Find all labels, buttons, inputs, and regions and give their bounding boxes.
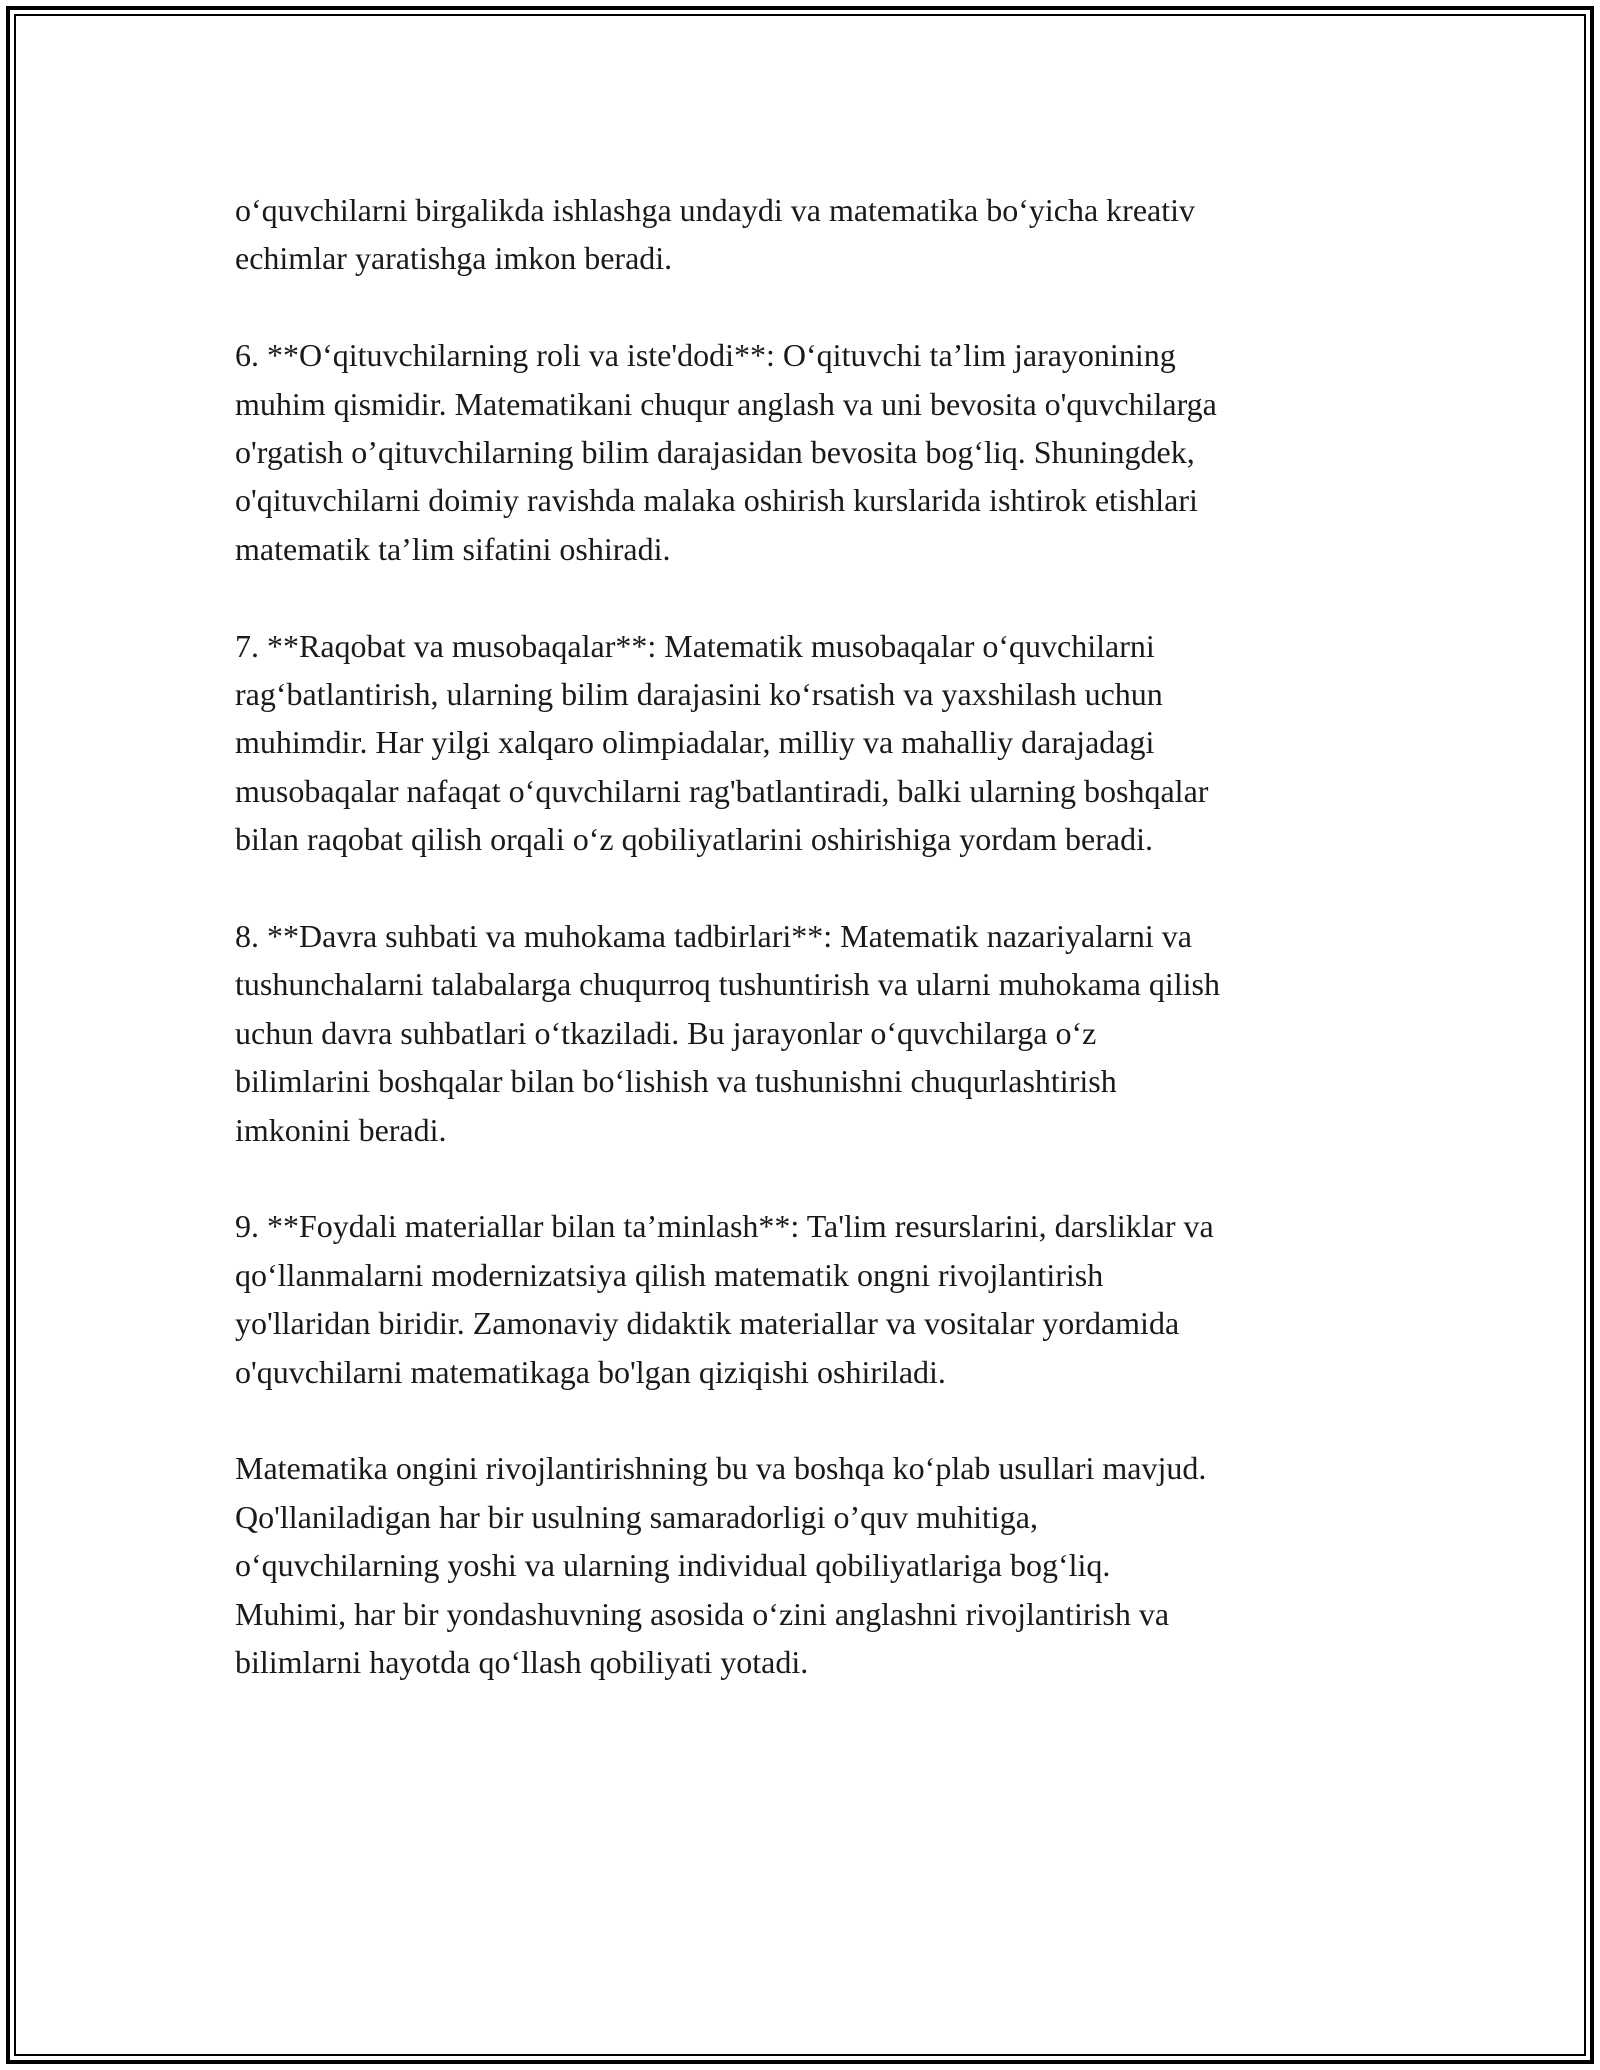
text-line: 9. **Foydali materiallar bilan ta’minlash**: Ta'lim resurslarini, darsliklar va <box>235 1208 1214 1245</box>
paragraph-item-9 <box>235 1202 1395 1396</box>
text-line: echimlar yaratishga imkon beradi. <box>235 240 673 277</box>
text-line: bilimlarni hayotda qo‘llash qobiliyati yotadi. <box>235 1644 809 1681</box>
text-line: qo‘llanmalarni modernizatsiya qilish matematik ongni rivojlantirish <box>235 1256 1104 1293</box>
paragraph-item-7 <box>235 622 1395 864</box>
text-line: rag‘batlantirish, ularning bilim darajasini ko‘rsatish va yaxshilash uchun <box>235 676 1163 713</box>
text-line: tushunchalarni talabalarga chuqurroq tushuntirish va ularni muhokama qilish <box>235 966 1220 1003</box>
text-line: Matematika ongini rivojlantirishning bu va boshqa ko‘plab usullari mavjud. <box>235 1450 1207 1487</box>
text-line: o'qituvchilarni doimiy ravishda malaka oshirish kurslarida ishtirok etishlari <box>235 482 1198 519</box>
text-line: 6. **O‘qituvchilarning roli va iste'dodi**: O‘qituvchi ta’lim jarayonining <box>235 337 1176 374</box>
paragraph-item-8 <box>235 912 1395 1154</box>
text-line: o‘quvchilarning yoshi va ularning individual qobiliyatlariga bog‘liq. <box>235 1547 1111 1584</box>
text-line: yo'llaridan biridir. Zamonaviy didaktik materiallar va vositalar yordamida <box>235 1305 1180 1342</box>
text-line: o‘quvchilarni birgalikda ishlashga undaydi va matematika bo‘yicha kreativ <box>235 192 1195 228</box>
text-line: Qo'llaniladigan har bir usulning samaradorligi o’quv muhitiga, <box>235 1498 1038 1535</box>
document-body <box>235 186 1395 1735</box>
text-line: matematik ta’lim sifatini oshiradi. <box>235 530 671 567</box>
text-line: muhimdir. Har yilgi xalqaro olimpiadalar, milliy va mahalliy darajadagi <box>235 724 1155 761</box>
text-line: imkonini beradi. <box>235 1111 447 1148</box>
text-line: 7. **Raqobat va musobaqalar**: Matematik musobaqalar o‘quvchilarni <box>235 627 1155 664</box>
text-line: muhim qismidir. Matematikani chuqur anglash va uni bevosita o'quvchilarga <box>235 385 1217 422</box>
text-line: musobaqalar nafaqat o‘quvchilarni rag'batlantiradi, balki ularning boshqalar <box>235 772 1209 809</box>
text-line: o'quvchilarni matematikaga bo'lgan qiziqishi oshiriladi. <box>235 1353 946 1390</box>
text-line: o'rgatish o’qituvchilarning bilim darajasidan bevosita bog‘liq. Shuningdek, <box>235 434 1195 471</box>
paragraph-conclusion <box>235 1444 1395 1686</box>
paragraph-item-6 <box>235 331 1395 573</box>
text-line: 8. **Davra suhbati va muhokama tadbirlari**: Matematik nazariyalarni va <box>235 918 1192 955</box>
text-line: bilan raqobat qilish orqali o‘z qobiliyatlarini oshirishiga yordam beradi. <box>235 821 1153 858</box>
text-line: bilimlarini boshqalar bilan bo‘lishish va tushunishni chuqurlashtirish <box>235 1063 1117 1100</box>
text-line: Muhimi, har bir yondashuvning asosida o‘zini anglashni rivojlantirish va <box>235 1595 1170 1632</box>
text-line: uchun davra suhbatlari o‘tkaziladi. Bu jarayonlar o‘quvchilarga o‘z <box>235 1014 1097 1051</box>
paragraph-continuation <box>235 186 1395 283</box>
